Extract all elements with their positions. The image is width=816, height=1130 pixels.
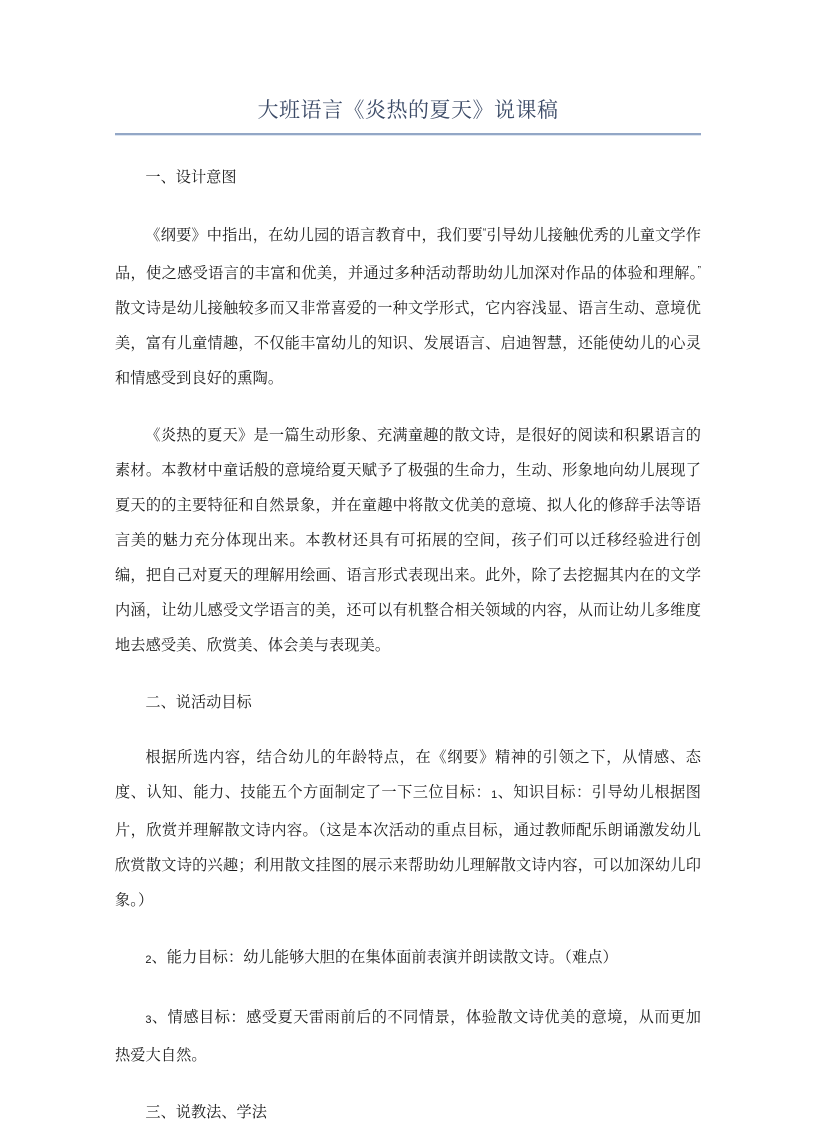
spacer [115,195,701,215]
section-heading-teaching-methods: 三、说教法、学法 [145,1104,267,1122]
page-title: 大班语言《炎热的夏天》说课稿 [257,99,559,122]
spacer [115,396,701,418]
close-quote-mark: ” [697,265,701,277]
paragraph-goal-intro [115,740,701,918]
spacer [115,918,701,940]
open-quote-mark: “ [482,227,487,239]
paragraph-text-pre: 《纲要》中指出，在幼儿园的语言教育中，我们要 [145,227,483,245]
document-body [58,136,701,1130]
goal-number-3: 3 [145,1014,152,1027]
goal-intro-text: 根据所选内容，结合幼儿的年龄特点，在《纲要》精神的引领之下，从情感、态度、认知、能力、技能五个方面制定了一下三位目标： [115,749,701,802]
page-content [58,0,758,1130]
spacer [115,663,701,685]
spacer [115,720,701,740]
section-heading-activity-goals: 二、说活动目标 [145,694,252,712]
spacer [115,136,701,160]
paragraph-outline-quote [115,215,701,396]
goal-2-text: 、能力目标：幼儿能够大胆的在集体面前表演并朗读散文诗。（难点） [151,949,618,967]
paragraph-text-tail: 散文诗是幼儿接触较多而又非常喜爱的一种文学形式，它内容浅显、语言生动、意境优美，富有儿童情趣，不仅能丰富幼儿的知识、发展语言、启迪智慧，还能使幼儿的心灵和情感受到良好的熏陶。 [115,300,701,388]
spacer [115,978,701,1000]
spacer [115,1073,701,1095]
goal-1-text: 、知识目标：引导幼儿根据图片，欣赏并理解散文诗内容。（这是本次活动的重点目标，通过教师配乐朗诵激发幼儿欣赏散文诗的兴趣；利用散文挂图的展示来帮助幼儿理解散文诗内容，可以加深幼儿印象。） [115,784,701,910]
paragraph-text-post: 引导幼儿接触优秀的儿童文学作品，使之感受语言的丰富和优美，并通过多种活动帮助幼儿加深对作品的体验和理解。 [115,227,701,283]
goal-number-2: 2 [145,954,152,967]
section-heading-design-intent: 一、设计意图 [145,169,237,187]
paragraph-goal-emotion [115,1000,701,1073]
goal-number-1: 1 [491,789,498,802]
paragraph-goal-ability [115,940,701,978]
goal-3-text: 、情感目标：感受夏天雷雨前后的不同情景，体验散文诗优美的意境，从而更加热爱大自然。 [115,1009,701,1065]
paragraph-material-analysis: 《炎热的夏天》是一篇生动形象、充满童趣的散文诗，是很好的阅读和积累语言的素材。本教材中童话般的意境给夏天赋予了极强的生命力，生动、形象地向幼儿展现了夏天的的主要特征和自然景象，并在童趣中将散文优美的意境、拟人化的修辞手法等语言美的魅力充分体现出来。本教材还具有可拓展的空间，孩子们可以迁移经验进行创编，把自己对夏天的理解用绘画、语言形式表现出来。此外，除了去挖掘其内在的文学内涵，让幼儿感受文学语言的美，还可以有机整合相关领域的内容，从而让幼儿多维度地去感受美、欣赏美、体会美与表现美。 [115,427,701,655]
